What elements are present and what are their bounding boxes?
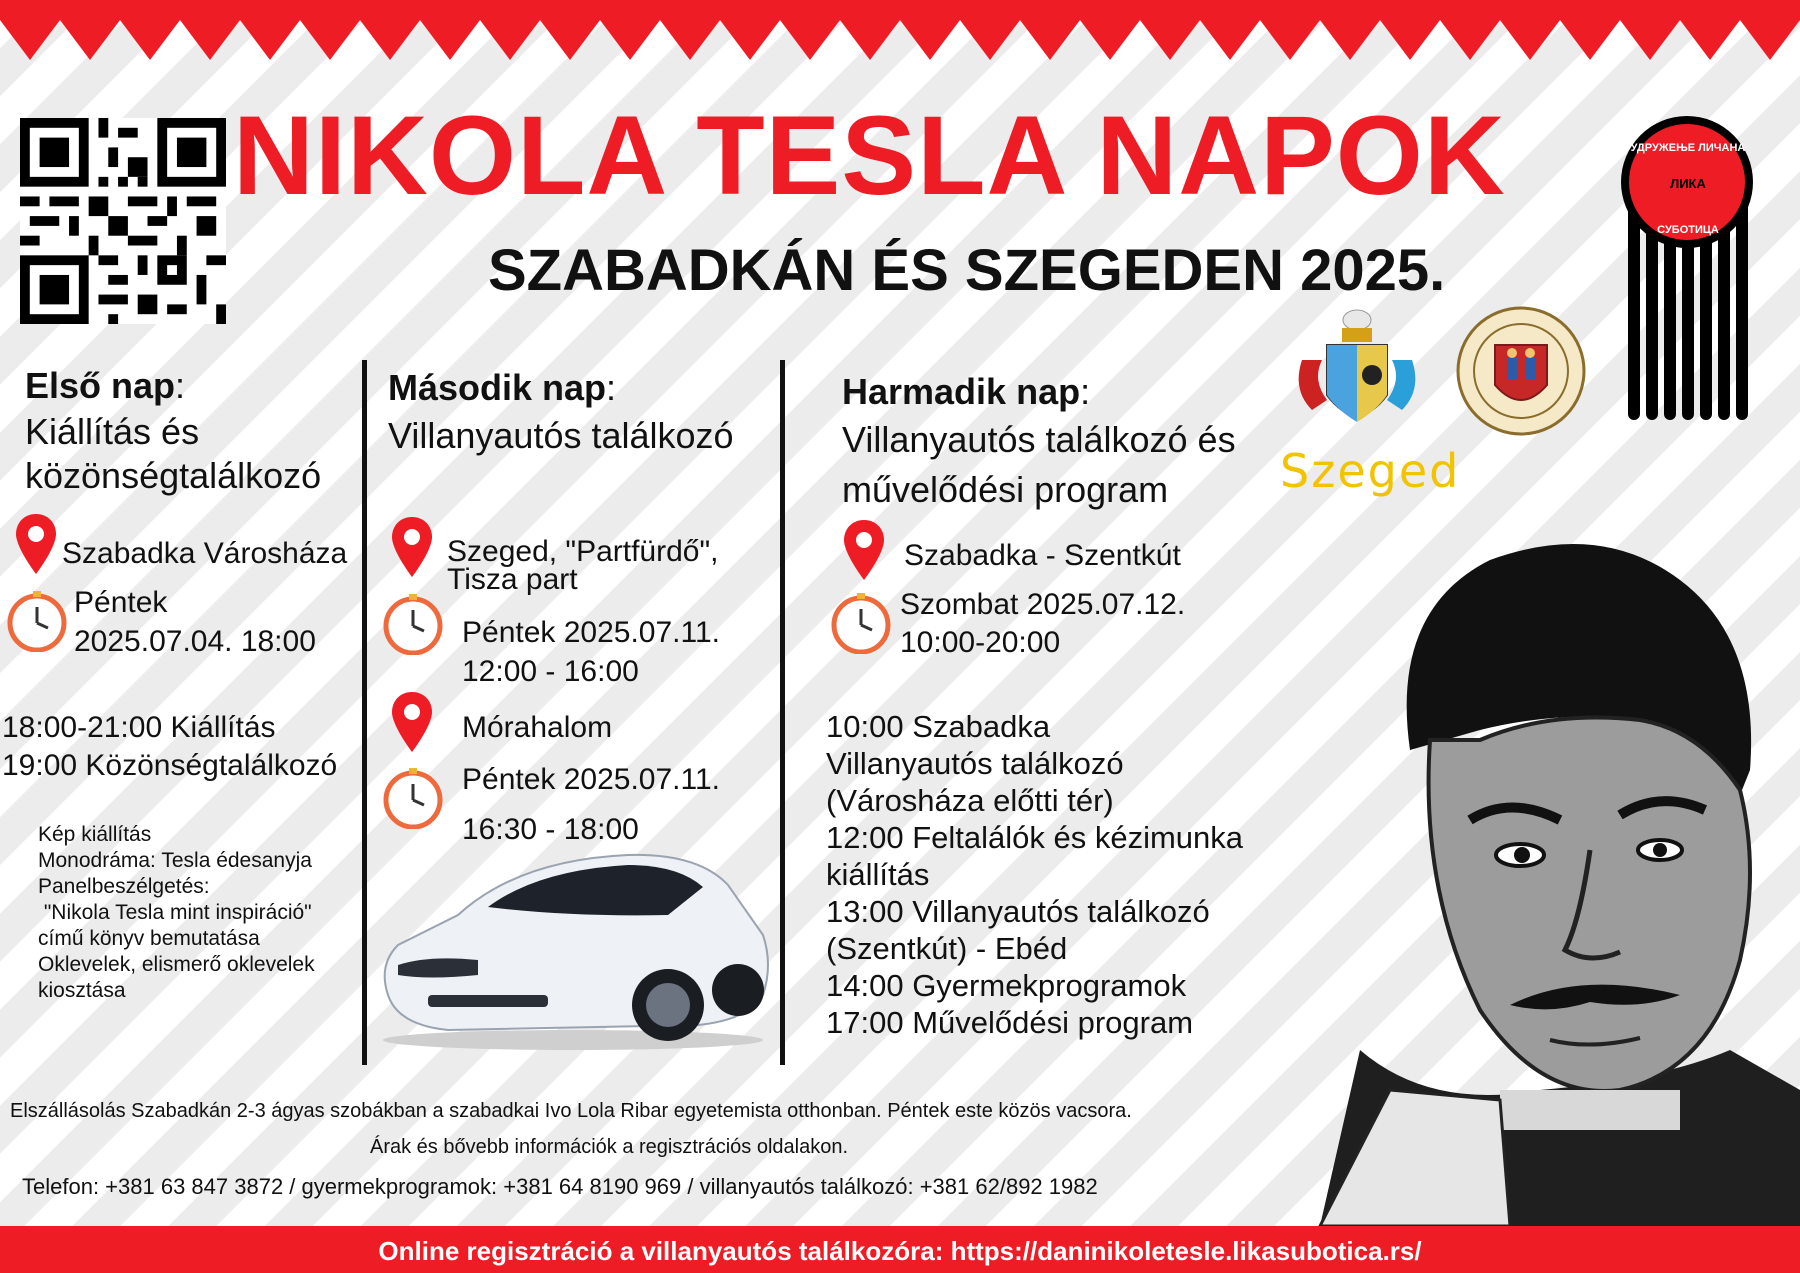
day2-location1-line2: Tisza part — [447, 563, 578, 596]
clock-icon — [382, 767, 444, 829]
qr-code-icon[interactable] — [18, 118, 228, 324]
day2-location2: Mórahalom — [462, 711, 613, 744]
society-logo-mid-text: ЛИКА — [1670, 176, 1706, 191]
page-subtitle: SZABADKÁN ÉS SZEGEDEN 2025. — [488, 238, 1446, 303]
day2-description: Villanyautós találkozó — [388, 415, 734, 456]
day2-location1-line1: Szeged, "Partfürdő", — [447, 535, 719, 568]
day3-schedule-5: kiállítás — [826, 857, 930, 892]
day1-detail-6: Oklevelek, elismerő oklevelek — [38, 953, 315, 976]
day1-detail-2: Monodráma: Tesla édesanyja — [38, 849, 312, 872]
day3-heading-text: Harmadik nap — [842, 371, 1081, 412]
footer-info: Árak és bővebb információk a regisztrációs oldalakon. — [370, 1136, 849, 1158]
day3-heading — [842, 371, 1091, 412]
map-pin-icon — [390, 515, 434, 579]
day3-location: Szabadka - Szentkút — [904, 539, 1181, 572]
map-pin-icon — [390, 690, 434, 754]
footer-phone: Telefon: +381 63 847 3872 / gyermekprogramok: +381 64 8190 969 / villanyautós találkozó: +381 62/892 1982 — [22, 1174, 1098, 1199]
day3-date-line1: Szombat 2025.07.12. — [900, 588, 1186, 621]
day3-heading-colon: : — [1080, 371, 1091, 412]
day3-schedule-2: Villanyautós találkozó — [826, 746, 1124, 781]
clock-icon — [382, 593, 444, 655]
day1-schedule-2: 19:00 Közönségtalálkozó — [2, 749, 338, 782]
zigzag-border — [0, 0, 1800, 60]
tesla-portrait — [1260, 490, 1800, 1226]
map-pin-icon — [842, 518, 886, 582]
day1-detail-4: "Nikola Tesla mint inspiráció" — [38, 901, 312, 924]
day1-description: Kiállítás és közönségtalálkozó — [25, 411, 322, 496]
day3-schedule-7: (Szentkút) - Ebéd — [826, 931, 1068, 966]
day3-schedule-8: 14:00 Gyermekprogramok — [826, 968, 1187, 1003]
day2-heading-colon: : — [606, 367, 617, 408]
day1-heading — [25, 365, 186, 406]
day1-detail-7: kiosztása — [38, 979, 126, 1002]
szeged-wordmark — [1280, 444, 1461, 498]
column-divider-2 — [780, 360, 785, 1065]
day3-schedule-9: 17:00 Művelődési program — [826, 1005, 1194, 1040]
column-divider-1 — [362, 360, 367, 1065]
day3-date-line2: 10:00-20:00 — [900, 626, 1061, 659]
day1-date-line1: Péntek — [74, 586, 168, 619]
day3-schedule-3: (Városháza előtti tér) — [826, 783, 1114, 818]
day2-date1-line1: Péntek 2025.07.11. — [462, 616, 720, 649]
day3-schedule-6: 13:00 Villanyautós találkozó — [826, 894, 1210, 929]
footer-accommodation: Elszállásolás Szabadkán 2-3 ágyas szobákban a szabadkai Ivo Lola Ribar egyetemista otthonban. Péntek este közös vacsora. — [10, 1100, 1132, 1122]
registration-link[interactable]: Online regisztráció a villanyautós találkozóra: https://daninikoletesle.likasubotica.rs/ — [378, 1236, 1422, 1266]
day3-description-line2: művelődési program — [842, 469, 1169, 510]
day2-heading — [388, 367, 617, 408]
map-pin-icon — [14, 512, 58, 576]
szeged-wordmark-text: Szeged — [1280, 444, 1461, 498]
page-title: NIKOLA TESLA NAPOK — [233, 93, 1506, 218]
society-logo-top-text: УДРУЖЕЊЕ ЛИЧАНА — [1630, 142, 1746, 154]
day3-description-line1: Villanyautós találkozó és — [842, 419, 1236, 460]
day3-schedule-1: 10:00 Szabadka — [826, 709, 1051, 744]
day2-heading-text: Második nap — [388, 367, 607, 408]
day2-date2-line1: Péntek 2025.07.11. — [462, 763, 720, 796]
day1-detail-3: Panelbeszélgetés: — [38, 875, 210, 898]
car-illustration — [368, 845, 778, 1055]
day1-heading-text: Első nap — [25, 365, 176, 406]
day1-detail-5: című könyv bemutatása — [38, 927, 260, 950]
society-logo-bottom-text: СУБОТИЦА — [1657, 224, 1719, 236]
day1-heading-colon: : — [175, 365, 186, 406]
day1-location: Szabadka Városháza — [62, 537, 348, 570]
clock-icon — [6, 590, 68, 652]
day2-date1-line2: 12:00 - 16:00 — [462, 655, 639, 688]
day1-date-line2: 2025.07.04. 18:00 — [74, 625, 316, 658]
day2-date2-line2: 16:30 - 18:00 — [462, 813, 639, 846]
day1-schedule-1: 18:00-21:00 Kiállítás — [2, 711, 276, 744]
day1-detail-1: Kép kiállítás — [38, 823, 152, 846]
clock-icon — [830, 592, 892, 654]
society-logo-icon — [1620, 110, 1755, 428]
city-seal-icon — [1455, 305, 1587, 437]
day3-schedule-4: 12:00 Feltalálók és kézimunka — [826, 820, 1244, 855]
coat-of-arms-icon — [1282, 300, 1432, 450]
